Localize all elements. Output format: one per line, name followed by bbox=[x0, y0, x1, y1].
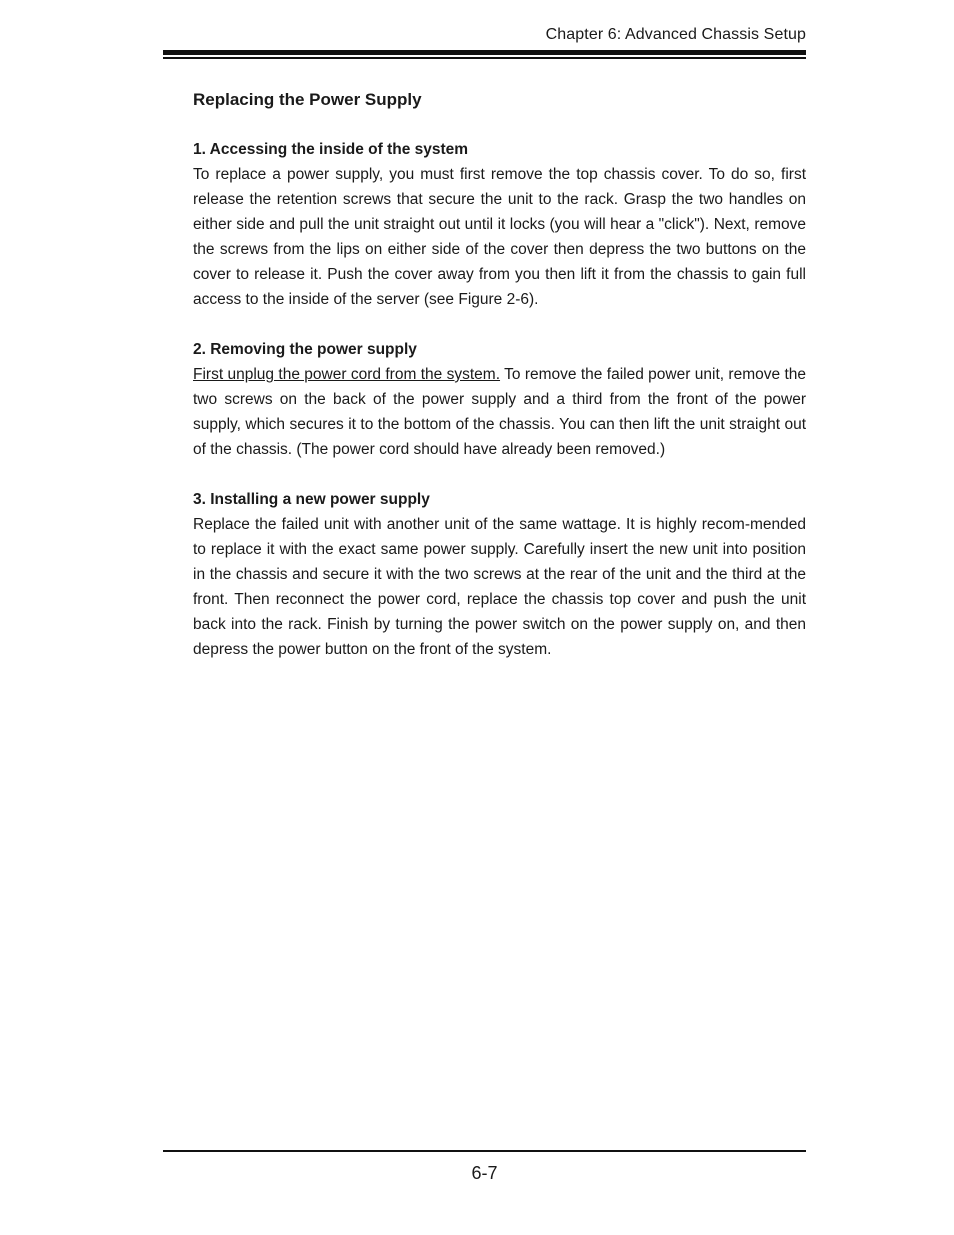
step-body bbox=[193, 362, 806, 462]
page-number: 6-7 bbox=[471, 1163, 498, 1183]
step-title: 2. Removing the power supply bbox=[193, 341, 417, 358]
header-rule-thick bbox=[163, 50, 806, 55]
step-title: 1. Accessing the inside of the system bbox=[193, 141, 469, 158]
step-body: Replace the failed unit with another unit of the same wattage. It is highly recom-mended to replace it with the exact same power supply. Carefully insert the new unit into position in the chassis and secure it with the two screws at the rear of the unit and the third at the front. Then reconnect the power cord, replace the chassis top cover and push the unit back into the rack. Finish by turning the power switch on the power supply on, and then depress the power button on the front of the system. bbox=[193, 516, 806, 658]
footer-rule bbox=[163, 1150, 806, 1152]
page-content bbox=[193, 88, 806, 687]
step-installing-power-supply bbox=[193, 487, 806, 662]
step-title: 3. Installing a new power supply bbox=[193, 491, 430, 508]
step-accessing-inside bbox=[193, 137, 806, 312]
header-rule-thin bbox=[163, 57, 806, 59]
step-removing-power-supply bbox=[193, 337, 806, 462]
chapter-header: Chapter 6: Advanced Chassis Setup bbox=[545, 26, 806, 43]
step-body: To replace a power supply, you must first remove the top chassis cover. To do so, first release the retention screws that secure the unit to the rack. Grasp the two handles on either side and pull the unit straight out until it locks (you will hear a "click"). Next, remove the screws from the lips on either side of the cover then depress the two buttons on the cover to release it. Push the cover away from you then lift it from the chassis to gain full access to the inside of the server (see Figure 2-6). bbox=[193, 166, 806, 308]
step-body-text: To remove the failed power unit, remove the two screws on the back of the power supply and a third from the front of the power supply, which secures it to the bottom of the chassis. You can then lift the unit straight out of the chassis. (The power cord should have already been removed.) bbox=[193, 366, 806, 458]
section-title: Replacing the Power Supply bbox=[193, 90, 422, 109]
unplug-warning: First unplug the power cord from the system. bbox=[193, 366, 501, 383]
